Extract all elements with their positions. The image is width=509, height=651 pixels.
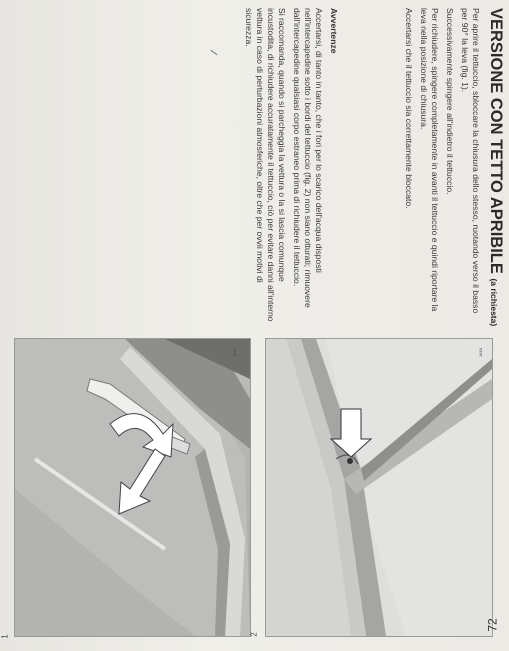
figure-2-code: 1618 [477,348,483,357]
figure-1-number: 1 [0,634,10,639]
paragraph-open: Per aprire il tettuccio, sbloccare la chiusura dello stesso, ruotando verso il basso per 90° la leva (fig. 1). [460,8,481,314]
heading-note: (a richiesta) [489,278,499,327]
page-number: 72 [485,618,500,632]
figure-1-code: 1617 [231,348,237,357]
warning-section [243,8,339,323]
paragraph-close: Per richiudere, spingere completamente in avanti il tettuccio e quindi riportare la leva nella posizione di chiusura. [419,8,440,312]
section-heading [484,8,505,327]
warning-title: Avvertenze [329,8,339,54]
warning-paragraph-parking: Si raccomanda, quando si parcheggia la vettura o la si lascia comunque incustodita, di richiudere accuratamente il tettuccio, ciò per evitare danni all'interno vettura in caso di perturbazioni atmosferiche, oltre che per ovvii motivi di sicurezza. [244,8,287,322]
pen-mark [210,50,217,55]
warning-paragraph-drains: Accertarsi, di tanto in tanto, che i fori per lo scarico dell'acqua disposti nell'intercapedine sotto i bordi del tettuccio (fig. 2) non siano otturati; rimuovere dall'intercapedine qualsiasi corpo estraneo prima di richiudere il tettuccio. [292,8,324,308]
figure-2-number: 2 [249,632,259,637]
figure-1-photo [14,338,251,637]
paragraph-check: Accertarsi che il tettuccio sia correttamente bloccato. [404,8,414,209]
figure-2-photo [265,338,493,637]
paragraph-push: Successivamente spingere all'indietro il tettuccio. [445,8,455,195]
text-column [239,8,505,327]
heading-title: VERSIONE CON TETTO APRIBILE [487,8,505,274]
